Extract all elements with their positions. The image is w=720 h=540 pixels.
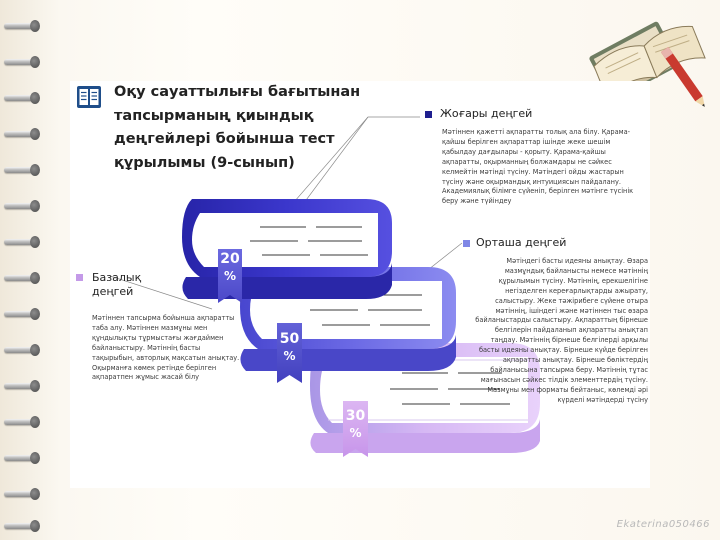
infographic-panel: [70, 81, 650, 488]
percent-label-high: 20 %: [220, 251, 240, 283]
spiral-ring: [4, 488, 38, 500]
infographic-title: Оқу сауаттылығы бағытынан тапсырманың қиындық деңгейлері бойынша тест құрылымы (9-сынып): [114, 84, 361, 171]
spiral-ring: [4, 344, 38, 356]
percent-label-middle: 50 %: [279, 331, 300, 363]
legend-marker-middle: [463, 240, 470, 247]
author-watermark: Ekaterina050466: [616, 519, 710, 530]
percent-label-basic: 30 %: [345, 408, 366, 440]
spiral-ring: [4, 452, 38, 464]
spiral-ring: [4, 92, 38, 104]
spiral-ring: [4, 128, 38, 140]
level-heading-basic: Базалық деңгей: [92, 271, 142, 298]
level-heading-high: Жоғары деңгей: [440, 107, 533, 120]
legend-marker-high: [425, 111, 432, 118]
book-icon: [76, 84, 102, 110]
spiral-ring: [4, 56, 38, 68]
level-description-high: Мәтіннен қажетті ақпаратты толық ала білу. Қарама-қайшы берілген ақпараттар ішінде жеке шешім қабылдау дағдылары - қорыту. Қарама-қайшы ақпаратты, оқырманның болжамдары не сәйкес келмейтін мәтінді түсіну. Мәтіндегі ойды жастарын түсіну және оқырмандық интуициясын пайдалану. Академиялық білімге сүйеніп, берілген мәтінге түсінік беру және түйіндеу: [442, 128, 634, 206]
spiral-ring: [4, 308, 38, 320]
spiral-ring: [4, 200, 38, 212]
book-high-level: [182, 199, 392, 303]
spiral-ring: [4, 236, 38, 248]
spiral-binding: [0, 0, 48, 540]
spiral-ring: [4, 416, 38, 428]
level-description-middle: Мәтіндегі басты идеяны анықтау. Өзара мазмұндық байланысты немесе мәтіннің құрылымын түсіну. Мәтіннің, ерекшелігіне негізделген кереғарлықтарды ажырату, салыстыру. Жеке тәжірибеге сүйене отыра мәтіннің, ішіндегі және мәтіннен тыс өзара байланыстарды салыстыру. Ақпараттың бірнеше белгілерін пайдаланып ақпаратты анықтап таңдау. Мәтіннің бірнеше белгілерді арқылы басты идеяны анықтау. Бірнеше күйде берілген ақпаратты анықтау. Бірнеше бөліктердің байланысына тапсырма беру. Мәтіннің тұтас мағынасын сәйкес тілдік элементтердің түсіну. Мазмұны мен форматы бейтаныс, көлемді әрі күрделі мәтіндерді түсіну: [475, 257, 648, 404]
legend-marker-basic: [76, 274, 83, 281]
spiral-ring: [4, 380, 38, 392]
spiral-ring: [4, 164, 38, 176]
level-description-basic: Мәтіннен тапсырма бойынша ақпаратты таба алу. Мәтіннен мазмұны мен құндылықты тұрмыстағы жағдаймен байланыстыру. Мәтіннің басты тақырыбын, авторлық мақсатын анықтау. Оқырманға көмек ретінде берілген ақпаратпен жұмыс жасай білу: [92, 314, 240, 382]
level-heading-middle: Орташа деңгей: [476, 236, 567, 249]
spiral-ring: [4, 272, 38, 284]
spiral-ring: [4, 520, 38, 532]
spiral-ring: [4, 20, 38, 32]
